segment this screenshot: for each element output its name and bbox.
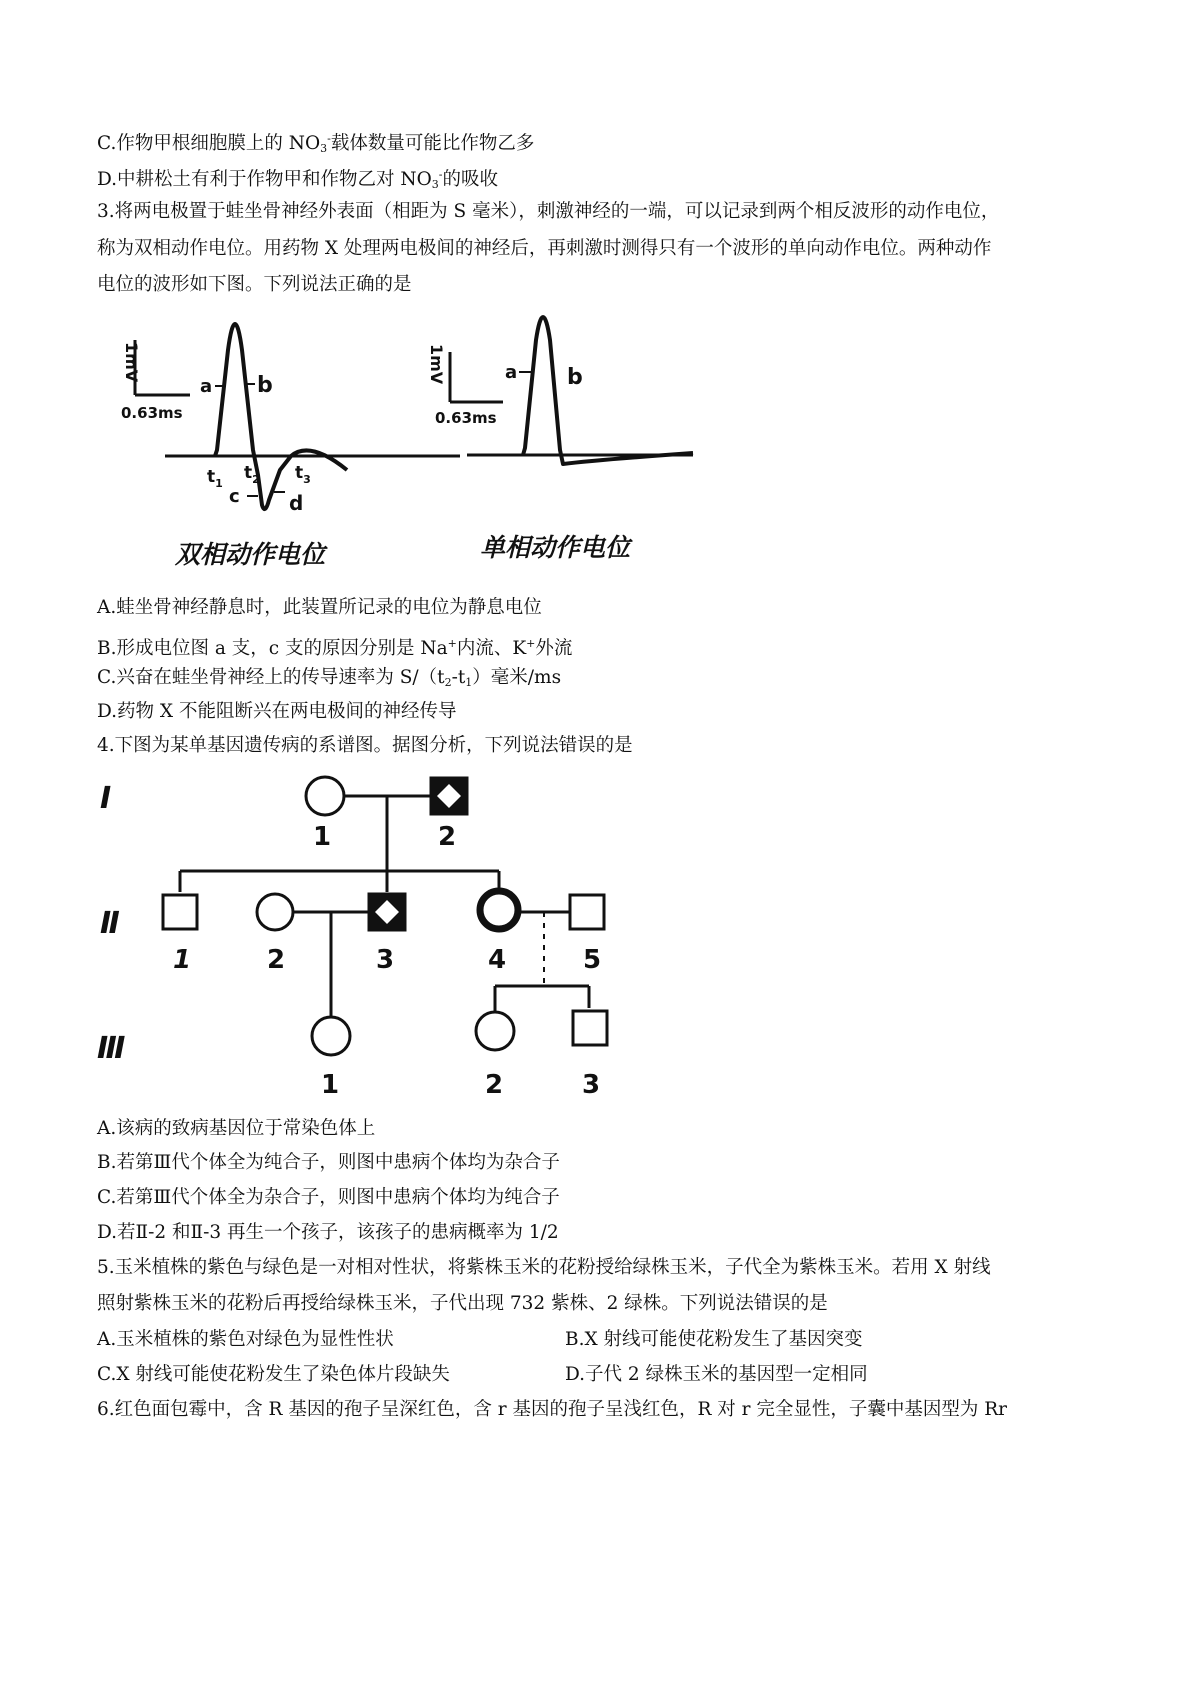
label-c: c	[229, 486, 240, 507]
pedigree-chart	[95, 768, 655, 1110]
subscript: 3	[431, 178, 439, 191]
gen2-male-1	[163, 895, 197, 929]
superscript: +	[447, 637, 457, 650]
q6-stem-line1: 6.红色面包霉中，含 R 基因的孢子呈深红色，含 r 基因的孢子呈浅红色，R 对 r 完全显性，子囊中基因型为 Rr	[97, 1399, 1008, 1420]
q5-option-a: A.玉米植株的紫色对绿色为显性性状	[97, 1329, 394, 1350]
q3-option-d: D.药物 X 不能阻断兴在两电极间的神经传导	[97, 701, 457, 722]
biphasic-caption: 双相动作电位	[175, 540, 326, 569]
label-b: b	[567, 365, 583, 390]
monophasic-panel	[427, 317, 693, 562]
label-t2: $t_2$	[244, 463, 260, 486]
gen2-female-4-affected	[480, 891, 518, 929]
label-a: a	[505, 362, 518, 383]
q5-option-c: C.X 射线可能使花粉发生了染色体片段缺失	[97, 1364, 450, 1385]
q4-option-d: D.若Ⅱ-2 和Ⅱ-3 再生一个孩子，该孩子的患病概率为 1/2	[97, 1222, 559, 1243]
text-part: D.中耕松土有利于作物甲和作物乙对 NO	[97, 169, 432, 190]
text-part: B.形成电位图 a 支，c 支的原因分别是 Na	[97, 638, 448, 659]
text-part: ）毫米/ms	[472, 667, 562, 688]
gen2-label-2: 2	[267, 945, 286, 975]
generation-label-2: Ⅱ	[100, 906, 120, 941]
label-t1: $t_1$	[207, 467, 223, 490]
superscript: -	[327, 132, 331, 145]
q3-stem-line1: 3.将两电极置于蛙坐骨神经外表面（相距为 S 毫米），刺激神经的一端，可以记录到两个相反波形的动作电位，	[97, 201, 1000, 222]
text-part: 的吸收	[442, 169, 499, 190]
biphasic-wave	[215, 324, 347, 509]
gen3-label-1: 1	[321, 1070, 340, 1100]
generation-label-3: Ⅲ	[97, 1031, 126, 1066]
text-part: 内流、K	[456, 638, 527, 659]
q5-option-b: B.X 射线可能使花粉发生了基因突变	[565, 1329, 863, 1350]
scale-voltage-label: 1mV	[122, 342, 141, 383]
text-part: 载体数量可能比作物乙多	[330, 133, 535, 154]
q5-stem-line1: 5.玉米植株的紫色与绿色是一对相对性状，将紫株玉米的花粉授给绿株玉米，子代全为紫株玉米。若用 X 射线	[97, 1257, 991, 1278]
subscript: 2	[444, 676, 452, 689]
gen2-female-2	[257, 894, 293, 930]
text-part: 外流	[535, 638, 573, 659]
gen3-female-1	[312, 1017, 350, 1055]
q4-option-c: C.若第Ⅲ代个体全为杂合子，则图中患病个体均为纯合子	[97, 1187, 560, 1208]
text-part: -t	[451, 667, 466, 688]
monophasic-wave	[523, 317, 693, 464]
subscript: 3	[320, 142, 328, 155]
superscript: -	[438, 168, 443, 181]
gen3-male-3	[573, 1011, 607, 1045]
superscript: +	[526, 637, 536, 650]
q3-stem-line2: 称为双相动作电位。用药物 X 处理两电极间的神经后，再刺激时测得只有一个波形的单向动作电位。两种动作	[97, 238, 992, 259]
action-potential-figure	[95, 300, 715, 585]
scale-time-label: 0.63ms	[435, 409, 497, 427]
scale-voltage-label: 1mV	[427, 344, 446, 385]
gen1-label-1: 1	[313, 822, 332, 852]
gen2-label-3: 3	[376, 945, 395, 975]
q3-option-c	[97, 666, 561, 695]
monophasic-caption: 单相动作电位	[480, 533, 631, 562]
q4-option-b: B.若第Ⅲ代个体全为纯合子，则图中患病个体均为杂合子	[97, 1152, 560, 1173]
q3-option-b	[97, 632, 572, 661]
q4-stem: 4.下图为某单基因遗传病的系谱图。据图分析，下列说法错误的是	[97, 735, 633, 756]
gen1-label-2: 2	[438, 822, 457, 852]
option-d-prev	[97, 163, 498, 197]
subscript: 1	[465, 676, 473, 689]
label-b: b	[257, 373, 273, 398]
label-t3: $t_3$	[295, 463, 311, 486]
gen2-label-4: 4	[488, 945, 507, 975]
gen1-female-1	[306, 777, 344, 815]
text-part: C.兴奋在蛙坐骨神经上的传导速率为 S/（t	[97, 667, 445, 688]
gen3-female-2	[476, 1012, 514, 1050]
q3-stem-line3: 电位的波形如下图。下列说法正确的是	[97, 274, 412, 295]
gen3-label-2: 2	[485, 1070, 504, 1100]
biphasic-panel	[121, 324, 460, 569]
gen2-label-1: 1	[173, 945, 192, 975]
gen2-male-5	[570, 895, 604, 929]
gen2-label-5: 5	[583, 945, 602, 975]
option-c-prev	[97, 127, 534, 161]
q5-option-d: D.子代 2 绿株玉米的基因型一定相同	[565, 1364, 868, 1385]
q4-option-a: A.该病的致病基因位于常染色体上	[97, 1118, 376, 1139]
text-part: C.作物甲根细胞膜上的 NO	[97, 133, 321, 154]
label-d: d	[289, 491, 304, 515]
gen3-label-3: 3	[582, 1070, 601, 1100]
generation-label-1: Ⅰ	[100, 781, 112, 816]
scale-time-label: 0.63ms	[121, 404, 183, 422]
label-a: a	[200, 376, 213, 397]
q5-stem-line2: 照射紫株玉米的花粉后再授给绿株玉米，子代出现 732 紫株、2 绿株。下列说法错误的是	[97, 1293, 828, 1314]
q3-option-a: A.蛙坐骨神经静息时，此装置所记录的电位为静息电位	[97, 597, 542, 618]
